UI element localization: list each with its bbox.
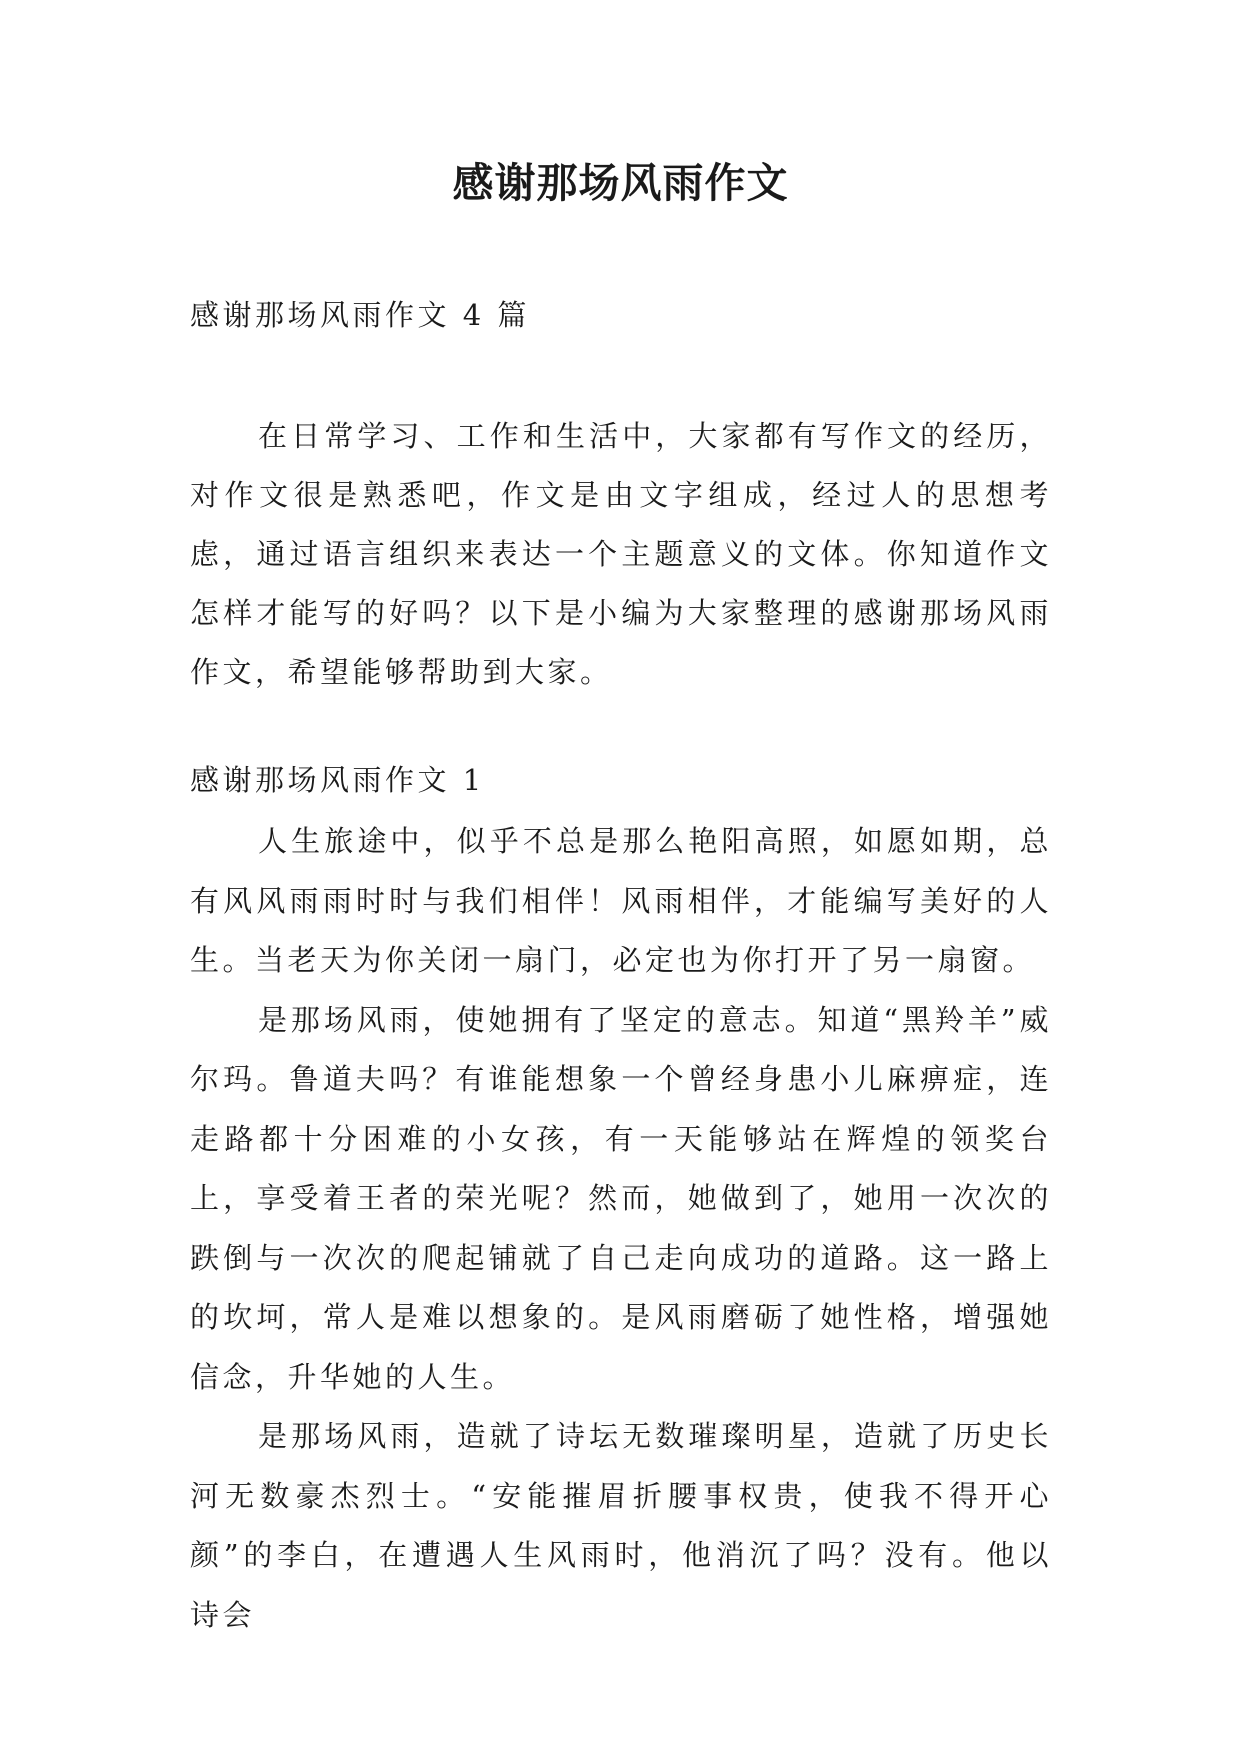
body-paragraph: 人生旅途中，似乎不总是那么艳阳高照，如愿如期，总有风风雨雨时时与我们相伴！风雨相伴，才能编写美好的人生。当老天为你关闭一扇门，必定也为你打开了另一扇窗。: [190, 824, 1052, 977]
document-title: 感谢那场风雨作文: [452, 159, 789, 207]
section-body: [190, 812, 1052, 1645]
intro-paragraph: 在日常学习、工作和生活中，大家都有写作文的经历，对作文很是熟悉吧，作文是由文字组成，经过人的思想考虑，通过语言组织来表达一个主题意义的文体。你知道作文怎样才能写的好吗？以下是小编为大家整理的感谢那场风雨作文，希望能够帮助到大家。: [190, 419, 1052, 689]
section-heading: 感谢那场风雨作文 1: [190, 763, 485, 797]
body-paragraph: 是那场风雨，造就了诗坛无数璀璨明星，造就了历史长河无数豪杰烈士。“安能摧眉折腰事权贵，使我不得开心颜”的李白，在遭遇人生风雨时，他消沉了吗？没有。他以诗会: [190, 1419, 1052, 1632]
document-subtitle: 感谢那场风雨作文 4 篇: [190, 298, 530, 332]
body-paragraph: 是那场风雨，使她拥有了坚定的意志。知道“黑羚羊”威尔玛。鲁道夫吗？有谁能想象一个曾经身患小儿麻痹症，连走路都十分困难的小女孩，有一天能够站在辉煌的领奖台上，享受着王者的荣光呢？然而，她做到了，她用一次次的跌倒与一次次的爬起铺就了自己走向成功的道路。这一路上的坎坷，常人是难以想象的。是风雨磨砺了她性格，增强她信念，升华她的人生。: [190, 1002, 1052, 1394]
